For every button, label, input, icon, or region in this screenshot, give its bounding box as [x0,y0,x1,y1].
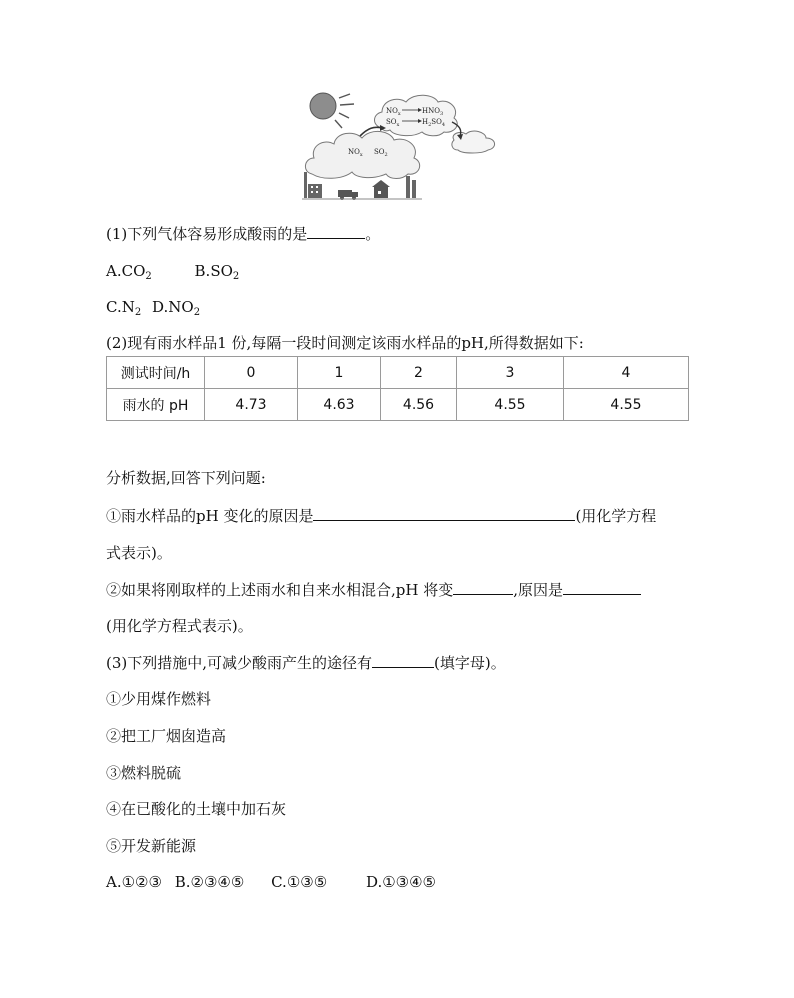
chimney-icon [406,176,416,198]
table-ph-row [107,389,689,421]
q1-stem-end: 。 [365,225,381,243]
q3-choice-a[interactable]: A.①②③ [106,873,162,891]
ph-cell: 4.55 [457,389,564,421]
q1-stem [106,224,380,244]
q2-sub2 [106,580,641,600]
row-label-cell: 雨水的 pH [107,389,205,421]
sun-icon [310,93,336,119]
ph-data-table [106,356,689,421]
time-cell: 0 [205,357,298,389]
label-nox-low: $NO_x$ [348,148,363,158]
rain-cloud [452,131,495,153]
q3-item: ③燃料脱硫 [106,764,182,782]
house-icon [372,180,390,198]
q2-sub1 [106,506,656,526]
acid-rain-illustration [302,88,504,204]
label-so2-low: $SO_2$ [374,148,388,158]
label-h2so4: $H_2SO_4$ [422,118,446,128]
q3-stem [106,653,506,673]
q2-sub2-cont: (用化学方程式表示)。 [106,617,253,635]
time-cell: 2 [381,357,457,389]
q1-option-c[interactable]: $C.N_2$ [106,298,142,318]
q3-stem-text: (3)下列措施中,可减少酸雨产生的途径有 [106,654,373,672]
q2-sub1-post: (用化学方程 [575,507,657,525]
q2-sub1-blank[interactable] [313,506,575,521]
q3-stem-post: (填字母)。 [434,654,506,672]
q1-options-row1 [106,261,239,287]
q2-analyze: 分析数据,回答下列问题: [106,469,266,487]
q1-options-row2 [106,297,200,323]
table-header-row [107,357,689,389]
q3-item: ④在已酸化的土壤中加石灰 [106,800,287,818]
label-hno3: $HNO_3$ [422,107,444,117]
q3-item: ①少用煤作燃料 [106,690,212,708]
q1-answer-blank[interactable] [307,224,365,239]
q3-answer-blank[interactable] [372,653,434,668]
ph-cell: 4.55 [564,389,689,421]
q1-option-a[interactable]: $A.CO_2$ [106,262,152,282]
q3-choice-d[interactable]: D.①③④⑤ [365,873,437,891]
q2-sub2-blank-1[interactable] [453,580,513,595]
q2-sub1-text: ①雨水样品的pH 变化的原因是 [106,507,314,525]
q2-stem: (2)现有雨水样品1 份,每隔一段时间测定该雨水样品的pH,所得数据如下: [106,334,584,352]
q2-sub2-mid: ,原因是 [513,581,564,599]
q3-choice-c[interactable]: C.①③⑤ [271,873,328,891]
q3-item: ②把工厂烟囱造高 [106,727,227,745]
time-cell: 1 [298,357,381,389]
q2-sub2-text: ②如果将刚取样的上述雨水和自来水相混合,pH 将变 [106,581,454,599]
q3-item: ⑤开发新能源 [106,837,197,855]
q1-option-d[interactable]: $D.NO_2$ [152,298,201,318]
upper-cloud [375,95,458,136]
q3-choice-b[interactable]: B.②③④⑤ [174,873,245,891]
ph-cell: 4.73 [205,389,298,421]
time-cell: 4 [564,357,689,389]
sun-rays [335,94,354,128]
label-nox: $NO_x$ [386,107,401,117]
q2-sub1-cont: 式表示)。 [106,544,172,562]
q2-sub2-blank-2[interactable] [563,580,641,595]
label-sox: $SO_x$ [386,118,400,128]
q3-choices [106,872,436,892]
ph-cell: 4.63 [298,389,381,421]
q1-stem-text: (1)下列气体容易形成酸雨的是 [106,225,308,243]
header-label-cell: 测试时间/h [107,357,205,389]
ph-cell: 4.56 [381,389,457,421]
time-cell: 3 [457,357,564,389]
q1-option-b[interactable]: $B.SO_2$ [194,262,240,282]
